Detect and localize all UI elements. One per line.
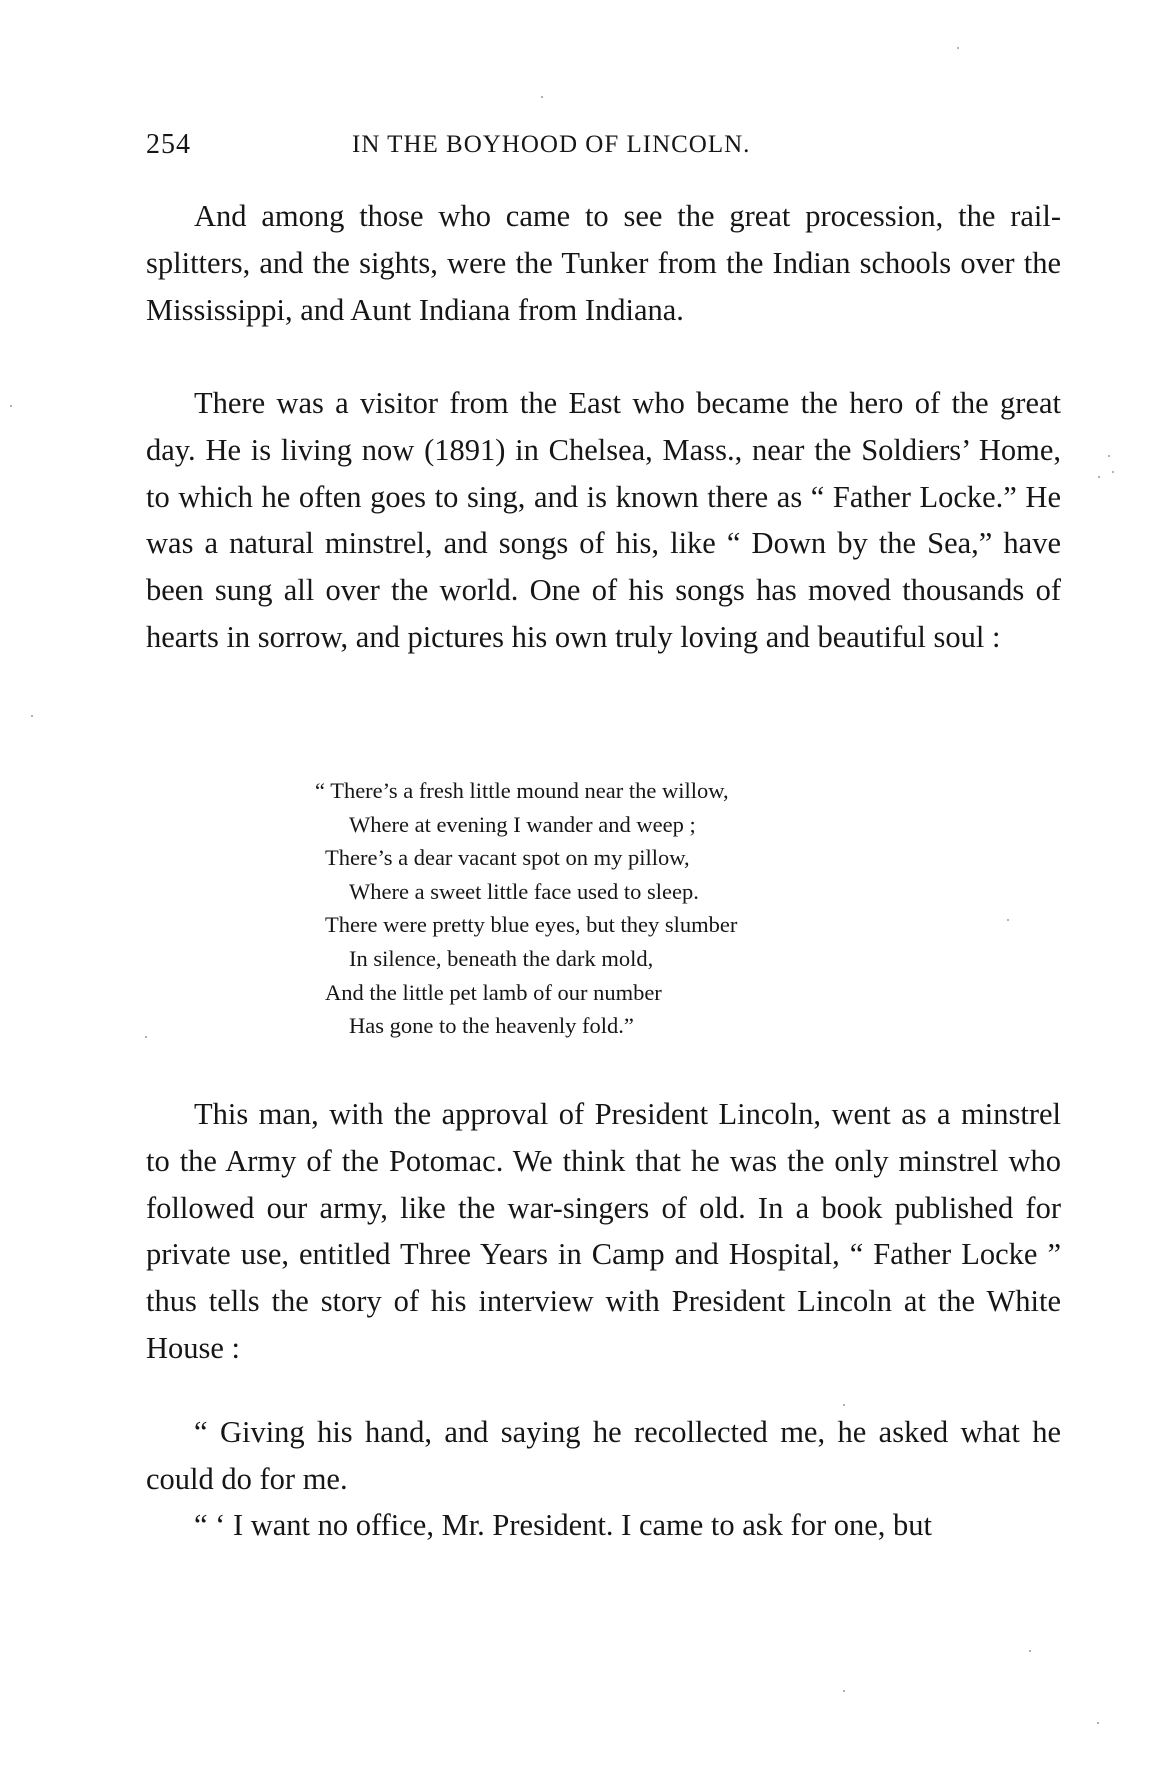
running-title: IN THE BOYHOOD OF LINCOLN. [352, 131, 751, 158]
poem-line: Where a sweet little face used to sleep. [349, 878, 699, 904]
poem-line: There were pretty blue eyes, but they slumber [325, 912, 738, 938]
running-header [146, 125, 1061, 165]
poem-line: There’s a dear vacant spot on my pillow, [325, 845, 690, 871]
paragraph-army-minstrel: This man, with the approval of President Lincoln, went as a minstrel to the Army of the Potomac. We think that he was the only minstrel who followed our army, like the war-singers of old. In a book published for private use, entitled Three Years in Camp and Hospital, “ Father Locke ” thus tells the story of his interview with President Lincoln at the White House : [146, 1097, 1061, 1365]
poem-line: Where at evening I wander and weep ; [349, 811, 696, 837]
poem-line: “ There’s a fresh little mound near the willow, [315, 778, 729, 803]
paragraph-giving-hand: “ Giving his hand, and saying he recollected me, he asked what he could do for me. [146, 1415, 1061, 1496]
poem-stanza [315, 774, 925, 1043]
paragraph-procession: And among those who came to see the great procession, the rail-splitters, and the sights, were the Tunker from the Indian schools over the Mississippi, and Aunt Indiana from Indiana. [146, 199, 1061, 327]
paragraph-father-locke: There was a visitor from the East who became the hero of the great day. He is living now (1891) in Chelsea, Mass., near the Soldiers’ Home, to which he often goes to sing, and is known there as “ Father Locke.” He was a natural minstrel, and songs of his, like “ Down by the Sea,” have been sung all over the world. One of his songs has moved thousands of hearts in sorrow, and pictures his own truly loving and beautiful soul : [146, 386, 1061, 654]
page-number: 254 [146, 129, 191, 160]
poem-line: In silence, beneath the dark mold, [349, 945, 654, 971]
poem-line: Has gone to the heavenly fold.” [349, 1013, 634, 1039]
paragraph-no-office: “ ‘ I want no office, Mr. President. I came to ask for one, but [194, 1508, 933, 1542]
poem-line: And the little pet lamb of our number [325, 979, 662, 1005]
